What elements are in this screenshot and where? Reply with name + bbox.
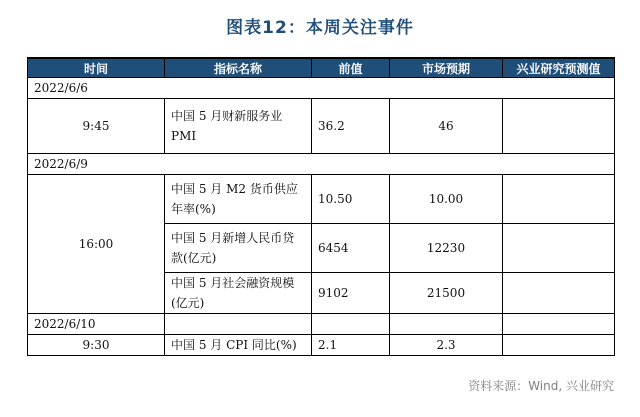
table-row — [28, 335, 615, 356]
forecast-cell — [503, 99, 615, 154]
previous-cell: 10.50 — [312, 175, 390, 224]
market-cell: 10.00 — [390, 175, 503, 224]
market-cell: 21500 — [390, 273, 503, 314]
date-cell: 2022/6/9 — [28, 154, 615, 175]
figure-title: 图表12：本周关注事件 — [226, 18, 414, 38]
empty-cell — [312, 314, 390, 335]
indicator-cell: 中国 5 月社会融资规模(亿元) — [165, 273, 312, 314]
previous-cell: 6454 — [312, 224, 390, 273]
previous-cell: 36.2 — [312, 99, 390, 154]
forecast-cell — [503, 273, 615, 314]
empty-cell — [165, 314, 312, 335]
events-table — [27, 57, 615, 356]
market-cell: 2.3 — [390, 335, 503, 356]
forecast-cell — [503, 175, 615, 224]
date-row — [28, 78, 615, 99]
date-row — [28, 314, 615, 335]
forecast-cell — [503, 224, 615, 273]
forecast-cell — [503, 335, 615, 356]
market-cell: 12230 — [390, 224, 503, 273]
indicator-cell: 中国 5 月财新服务业 PMI — [165, 99, 312, 154]
table-row — [28, 175, 615, 224]
date-cell: 2022/6/6 — [28, 78, 615, 99]
time-cell: 9:30 — [28, 335, 165, 356]
header-market-expectation: 市场预期 — [390, 58, 503, 78]
time-cell: 16:00 — [28, 175, 165, 314]
header-time: 时间 — [28, 58, 165, 78]
indicator-cell: 中国 5 月新增人民币贷款(亿元) — [165, 224, 312, 273]
date-row — [28, 154, 615, 175]
header-forecast: 兴业研究预测值 — [503, 58, 615, 78]
market-cell: 46 — [390, 99, 503, 154]
indicator-cell: 中国 5 月 CPI 同比(%) — [165, 335, 312, 356]
table-row — [28, 99, 615, 154]
previous-cell: 2.1 — [312, 335, 390, 356]
empty-cell — [503, 314, 615, 335]
header-previous: 前值 — [312, 58, 390, 78]
indicator-cell: 中国 5 月 M2 货币供应年率(%) — [165, 175, 312, 224]
previous-cell: 9102 — [312, 273, 390, 314]
source-note: 资料来源：Wind, 兴业研究 — [468, 379, 614, 393]
time-cell: 9:45 — [28, 99, 165, 154]
header-indicator: 指标名称 — [165, 58, 312, 78]
date-cell: 2022/6/10 — [28, 314, 165, 335]
table-header-row — [28, 58, 615, 78]
empty-cell — [390, 314, 503, 335]
